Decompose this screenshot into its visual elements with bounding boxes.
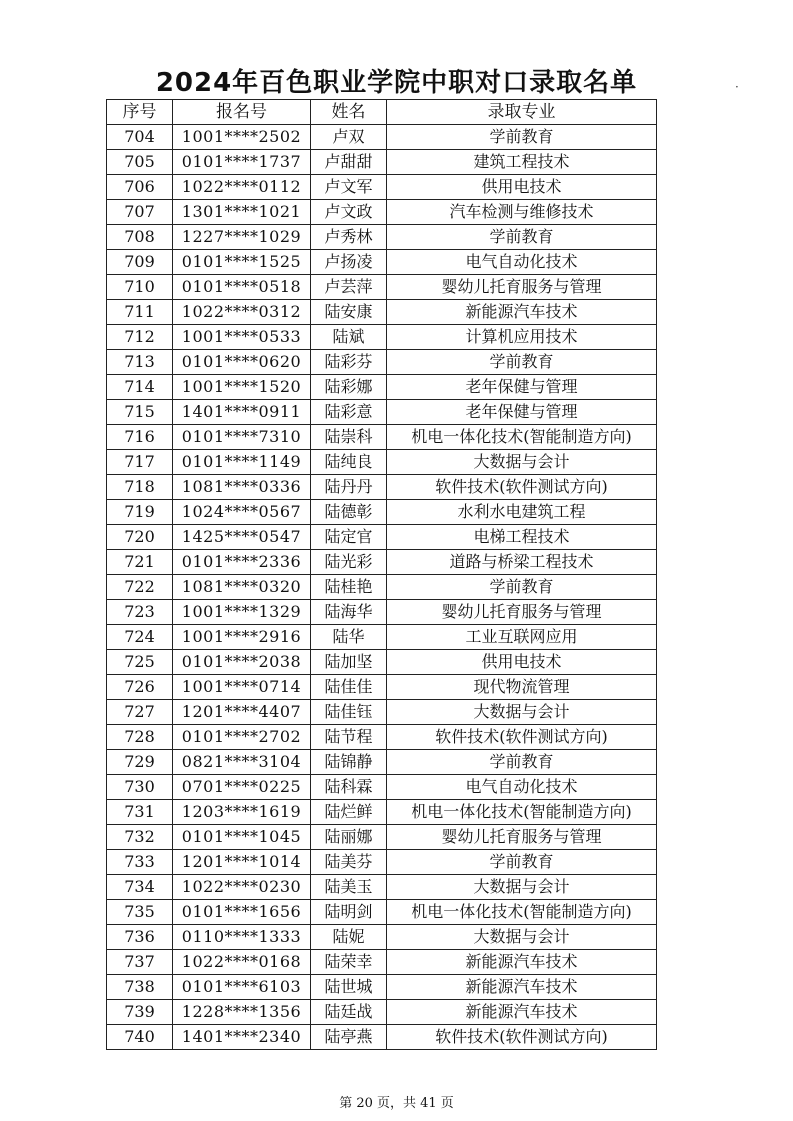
- index-cell: 716: [107, 425, 173, 450]
- reg-no-cell: 1001****2916: [173, 625, 311, 650]
- major-cell: 新能源汽车技术: [387, 300, 657, 325]
- reg-no-cell: 1022****0112: [173, 175, 311, 200]
- reg-no-cell: 1203****1619: [173, 800, 311, 825]
- name-cell: 陆光彩: [311, 550, 387, 575]
- name-cell: 陆华: [311, 625, 387, 650]
- index-cell: 724: [107, 625, 173, 650]
- index-cell: 720: [107, 525, 173, 550]
- table-row: [107, 675, 657, 700]
- table-row: [107, 225, 657, 250]
- index-cell: 740: [107, 1025, 173, 1050]
- major-cell: 大数据与会计: [387, 450, 657, 475]
- index-cell: 714: [107, 375, 173, 400]
- major-cell: 现代物流管理: [387, 675, 657, 700]
- index-cell: 733: [107, 850, 173, 875]
- reg-no-cell: 0821****3104: [173, 750, 311, 775]
- table-row: [107, 575, 657, 600]
- table-row: [107, 275, 657, 300]
- name-cell: 陆明剑: [311, 900, 387, 925]
- major-cell: 软件技术(软件测试方向): [387, 1025, 657, 1050]
- name-cell: 卢秀林: [311, 225, 387, 250]
- major-cell: 婴幼儿托育服务与管理: [387, 825, 657, 850]
- major-cell: 学前教育: [387, 125, 657, 150]
- index-cell: 704: [107, 125, 173, 150]
- name-cell: 陆科霖: [311, 775, 387, 800]
- index-cell: 722: [107, 575, 173, 600]
- major-cell: 婴幼儿托育服务与管理: [387, 275, 657, 300]
- table-row: [107, 750, 657, 775]
- column-header-index: 序号: [107, 100, 173, 125]
- major-cell: 道路与桥梁工程技术: [387, 550, 657, 575]
- column-header-name: 姓名: [311, 100, 387, 125]
- name-cell: 陆廷战: [311, 1000, 387, 1025]
- table-row: [107, 500, 657, 525]
- index-cell: 705: [107, 150, 173, 175]
- index-cell: 708: [107, 225, 173, 250]
- table-row: [107, 625, 657, 650]
- major-cell: 软件技术(软件测试方向): [387, 725, 657, 750]
- index-cell: 725: [107, 650, 173, 675]
- major-cell: 汽车检测与维修技术: [387, 200, 657, 225]
- reg-no-cell: 1081****0336: [173, 475, 311, 500]
- major-cell: 老年保健与管理: [387, 400, 657, 425]
- reg-no-cell: 1201****1014: [173, 850, 311, 875]
- name-cell: 陆妮: [311, 925, 387, 950]
- index-cell: 719: [107, 500, 173, 525]
- index-cell: 736: [107, 925, 173, 950]
- major-cell: 电气自动化技术: [387, 250, 657, 275]
- major-cell: 大数据与会计: [387, 875, 657, 900]
- table-header-row: [107, 100, 657, 125]
- index-cell: 738: [107, 975, 173, 1000]
- table-row: [107, 875, 657, 900]
- table-row: [107, 850, 657, 875]
- reg-no-cell: 1022****0168: [173, 950, 311, 975]
- index-cell: 717: [107, 450, 173, 475]
- name-cell: 陆世城: [311, 975, 387, 1000]
- name-cell: 陆斌: [311, 325, 387, 350]
- index-cell: 739: [107, 1000, 173, 1025]
- index-cell: 713: [107, 350, 173, 375]
- reg-no-cell: 0101****0518: [173, 275, 311, 300]
- reg-no-cell: 0101****1656: [173, 900, 311, 925]
- table-row: [107, 150, 657, 175]
- major-cell: 供用电技术: [387, 650, 657, 675]
- table-row: [107, 200, 657, 225]
- index-cell: 711: [107, 300, 173, 325]
- index-cell: 734: [107, 875, 173, 900]
- reg-no-cell: 1001****1520: [173, 375, 311, 400]
- name-cell: 陆丽娜: [311, 825, 387, 850]
- name-cell: 陆佳佳: [311, 675, 387, 700]
- major-cell: 水利水电建筑工程: [387, 500, 657, 525]
- column-header-reg-no: 报名号: [173, 100, 311, 125]
- reg-no-cell: 0101****7310: [173, 425, 311, 450]
- major-cell: 新能源汽车技术: [387, 975, 657, 1000]
- table-row: [107, 1000, 657, 1025]
- table-row: [107, 550, 657, 575]
- major-cell: 学前教育: [387, 850, 657, 875]
- major-cell: 电气自动化技术: [387, 775, 657, 800]
- index-cell: 710: [107, 275, 173, 300]
- index-cell: 723: [107, 600, 173, 625]
- page-footer: 第 20 页，共 41 页: [339, 1096, 454, 1111]
- reg-no-cell: 1001****1329: [173, 600, 311, 625]
- name-cell: 陆佳钰: [311, 700, 387, 725]
- major-cell: 机电一体化技术(智能制造方向): [387, 900, 657, 925]
- column-header-major: 录取专业: [387, 100, 657, 125]
- index-cell: 729: [107, 750, 173, 775]
- name-cell: 陆加坚: [311, 650, 387, 675]
- table-row: [107, 300, 657, 325]
- index-cell: 735: [107, 900, 173, 925]
- index-cell: 737: [107, 950, 173, 975]
- index-cell: 709: [107, 250, 173, 275]
- index-cell: 706: [107, 175, 173, 200]
- index-cell: 728: [107, 725, 173, 750]
- table-body: [107, 125, 657, 1050]
- index-cell: 727: [107, 700, 173, 725]
- major-cell: 学前教育: [387, 350, 657, 375]
- name-cell: 卢文军: [311, 175, 387, 200]
- major-cell: 学前教育: [387, 225, 657, 250]
- table-row: [107, 825, 657, 850]
- reg-no-cell: 0101****1525: [173, 250, 311, 275]
- reg-no-cell: 1022****0230: [173, 875, 311, 900]
- major-cell: 软件技术(软件测试方向): [387, 475, 657, 500]
- index-cell: 732: [107, 825, 173, 850]
- name-cell: 陆锦静: [311, 750, 387, 775]
- reg-no-cell: 1401****0911: [173, 400, 311, 425]
- major-cell: 大数据与会计: [387, 700, 657, 725]
- table-row: [107, 250, 657, 275]
- name-cell: 陆桂艳: [311, 575, 387, 600]
- reg-no-cell: 1201****4407: [173, 700, 311, 725]
- name-cell: 卢芸萍: [311, 275, 387, 300]
- reg-no-cell: 0101****1737: [173, 150, 311, 175]
- name-cell: 陆美玉: [311, 875, 387, 900]
- name-cell: 卢甜甜: [311, 150, 387, 175]
- name-cell: 陆荣幸: [311, 950, 387, 975]
- name-cell: 陆节程: [311, 725, 387, 750]
- reg-no-cell: 1301****1021: [173, 200, 311, 225]
- reg-no-cell: 0101****1149: [173, 450, 311, 475]
- reg-no-cell: 1425****0547: [173, 525, 311, 550]
- reg-no-cell: 1401****2340: [173, 1025, 311, 1050]
- major-cell: 计算机应用技术: [387, 325, 657, 350]
- major-cell: 机电一体化技术(智能制造方向): [387, 425, 657, 450]
- table-row: [107, 475, 657, 500]
- major-cell: 学前教育: [387, 575, 657, 600]
- major-cell: 大数据与会计: [387, 925, 657, 950]
- name-cell: 陆纯良: [311, 450, 387, 475]
- reg-no-cell: 0101****2702: [173, 725, 311, 750]
- major-cell: 建筑工程技术: [387, 150, 657, 175]
- index-cell: 707: [107, 200, 173, 225]
- corner-mark: ·: [735, 80, 739, 94]
- table-row: [107, 975, 657, 1000]
- major-cell: 电梯工程技术: [387, 525, 657, 550]
- name-cell: 陆彩芬: [311, 350, 387, 375]
- name-cell: 陆亭燕: [311, 1025, 387, 1050]
- table-row: [107, 325, 657, 350]
- name-cell: 陆彩意: [311, 400, 387, 425]
- table-row: [107, 775, 657, 800]
- table-row: [107, 425, 657, 450]
- name-cell: 陆丹丹: [311, 475, 387, 500]
- admission-table: [106, 99, 657, 1050]
- table-row: [107, 700, 657, 725]
- page-title: 2024年百色职业学院中职对口录取名单: [155, 68, 638, 98]
- reg-no-cell: 0701****0225: [173, 775, 311, 800]
- major-cell: 新能源汽车技术: [387, 950, 657, 975]
- table-row: [107, 525, 657, 550]
- reg-no-cell: 0101****2336: [173, 550, 311, 575]
- major-cell: 工业互联网应用: [387, 625, 657, 650]
- table-row: [107, 1025, 657, 1050]
- name-cell: 卢双: [311, 125, 387, 150]
- major-cell: 新能源汽车技术: [387, 1000, 657, 1025]
- name-cell: 陆美芬: [311, 850, 387, 875]
- major-cell: 老年保健与管理: [387, 375, 657, 400]
- table-row: [107, 375, 657, 400]
- index-cell: 718: [107, 475, 173, 500]
- reg-no-cell: 0101****6103: [173, 975, 311, 1000]
- reg-no-cell: 1024****0567: [173, 500, 311, 525]
- reg-no-cell: 1001****0533: [173, 325, 311, 350]
- name-cell: 陆德彰: [311, 500, 387, 525]
- table-row: [107, 350, 657, 375]
- reg-no-cell: 1022****0312: [173, 300, 311, 325]
- table-row: [107, 125, 657, 150]
- major-cell: 供用电技术: [387, 175, 657, 200]
- index-cell: 726: [107, 675, 173, 700]
- reg-no-cell: 0101****2038: [173, 650, 311, 675]
- reg-no-cell: 0110****1333: [173, 925, 311, 950]
- name-cell: 陆崇科: [311, 425, 387, 450]
- name-cell: 陆彩娜: [311, 375, 387, 400]
- table-row: [107, 400, 657, 425]
- reg-no-cell: 1081****0320: [173, 575, 311, 600]
- major-cell: 婴幼儿托育服务与管理: [387, 600, 657, 625]
- reg-no-cell: 0101****0620: [173, 350, 311, 375]
- table-row: [107, 800, 657, 825]
- index-cell: 731: [107, 800, 173, 825]
- table-row: [107, 600, 657, 625]
- table-row: [107, 900, 657, 925]
- name-cell: 陆烂鲜: [311, 800, 387, 825]
- index-cell: 715: [107, 400, 173, 425]
- reg-no-cell: 0101****1045: [173, 825, 311, 850]
- table-row: [107, 925, 657, 950]
- name-cell: 卢扬凌: [311, 250, 387, 275]
- index-cell: 730: [107, 775, 173, 800]
- reg-no-cell: 1001****0714: [173, 675, 311, 700]
- index-cell: 721: [107, 550, 173, 575]
- reg-no-cell: 1001****2502: [173, 125, 311, 150]
- table-row: [107, 450, 657, 475]
- reg-no-cell: 1227****1029: [173, 225, 311, 250]
- major-cell: 机电一体化技术(智能制造方向): [387, 800, 657, 825]
- table-row: [107, 175, 657, 200]
- name-cell: 陆定官: [311, 525, 387, 550]
- name-cell: 陆海华: [311, 600, 387, 625]
- table-row: [107, 650, 657, 675]
- major-cell: 学前教育: [387, 750, 657, 775]
- reg-no-cell: 1228****1356: [173, 1000, 311, 1025]
- name-cell: 卢文政: [311, 200, 387, 225]
- index-cell: 712: [107, 325, 173, 350]
- table-row: [107, 950, 657, 975]
- table-row: [107, 725, 657, 750]
- name-cell: 陆安康: [311, 300, 387, 325]
